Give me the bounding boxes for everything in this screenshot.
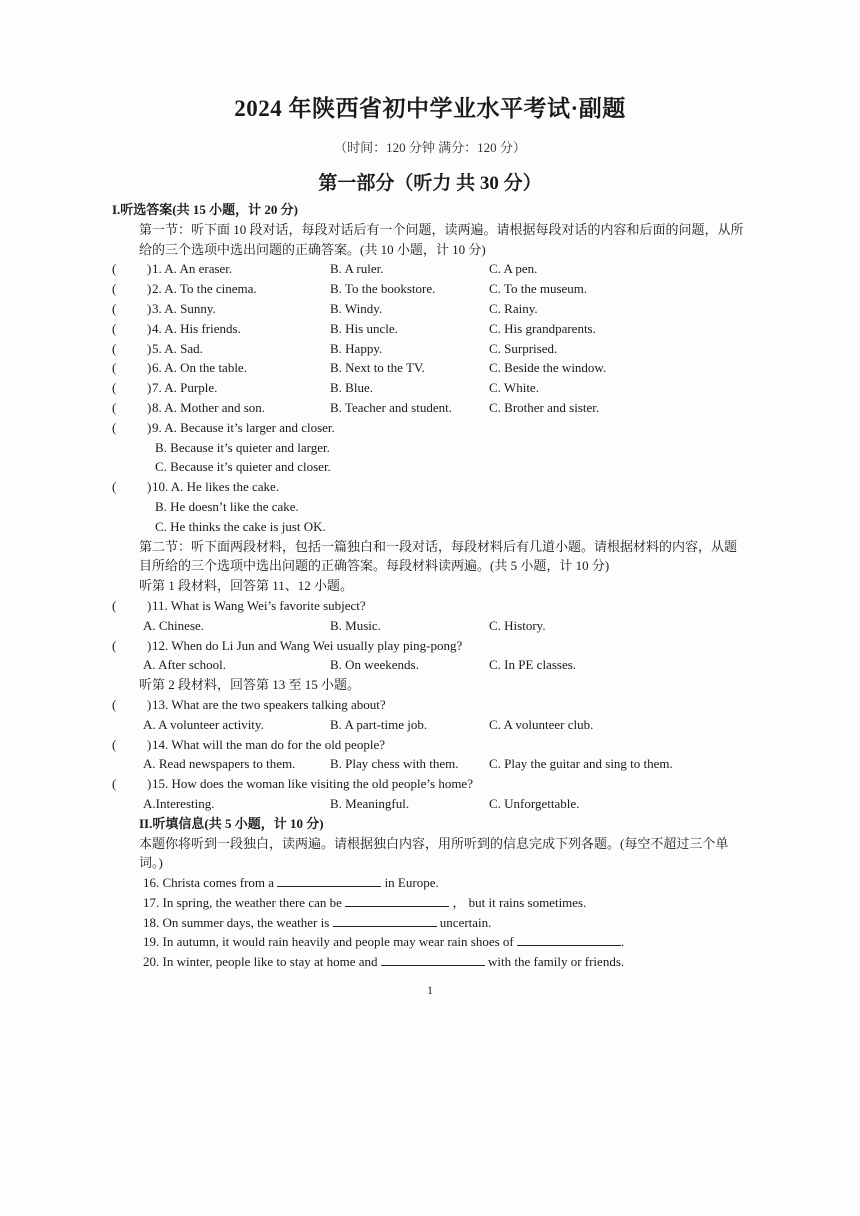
options-row <box>112 715 744 735</box>
answer-paren-left[interactable]: ( <box>112 597 117 613</box>
answer-paren-right: ) <box>147 597 152 613</box>
answer-paren-right: ) <box>147 340 152 356</box>
answer-paren-left[interactable]: ( <box>112 479 117 495</box>
option-b: B. Play chess with them. <box>330 756 459 772</box>
option-a: 8. A. Mother and son. <box>152 399 266 415</box>
options-row <box>112 655 744 675</box>
option-a: 5. A. Sad. <box>152 340 203 356</box>
option-a: 4. A. His friends. <box>152 320 241 336</box>
option-c: C. Beside the window. <box>489 360 607 376</box>
question-stem: 14. What will the man do for the old people? <box>152 736 385 752</box>
question-12 <box>112 636 744 656</box>
option-b: B. A ruler. <box>330 261 384 277</box>
answer-paren-right: ) <box>147 696 152 712</box>
answer-paren-left[interactable]: ( <box>112 696 117 712</box>
sub1-intro <box>112 220 744 260</box>
option-b: B. Happy. <box>330 340 383 356</box>
answer-paren-right: ) <box>147 637 152 653</box>
question-4 <box>112 319 744 339</box>
item-text-after: in Europe. <box>384 875 439 891</box>
answer-paren-left[interactable]: ( <box>112 380 117 396</box>
option-b: B. Windy. <box>330 300 383 316</box>
answer-paren-right: ) <box>147 479 152 495</box>
section2-intro-text: 本题你将听到一段独白，读两遍。请根据独白内容，用所听到的信息完成下列各题。(每空不超过三个单词。) <box>139 835 729 871</box>
fill-item-17 <box>112 893 744 913</box>
answer-paren-right: ) <box>147 281 152 297</box>
fill-item-18 <box>112 913 744 933</box>
option-a: A. After school. <box>143 657 227 673</box>
question-8 <box>112 398 744 418</box>
exam-meta: （时间：120 分钟 满分：120 分） <box>334 140 526 155</box>
option-c: C. Surprised. <box>489 340 558 356</box>
option-a: A. Chinese. <box>143 617 205 633</box>
option-b: B. To the bookstore. <box>330 281 436 297</box>
question-stem: 15. How does the woman like visiting the old people’s home? <box>152 776 473 792</box>
answer-paren-right: ) <box>147 320 152 336</box>
section2-heading: II.听填信息(共 5 小题，计 10 分) <box>139 815 324 831</box>
answer-paren-left[interactable]: ( <box>112 637 117 653</box>
question-15 <box>112 774 744 794</box>
question-7 <box>112 378 744 398</box>
question-5 <box>112 339 744 359</box>
option-c: C. Play the guitar and sing to them. <box>489 756 673 772</box>
option-a: 2. A. To the cinema. <box>152 281 257 297</box>
option-b: B. Because it’s quieter and larger. <box>155 439 330 455</box>
answer-paren-left[interactable]: ( <box>112 340 117 356</box>
option-a: A. Read newspapers to them. <box>143 756 296 772</box>
question-2 <box>112 279 744 299</box>
material-2-label: 听第 2 段材料，回答第 13 至 15 小题。 <box>139 677 361 693</box>
answer-paren-right: ) <box>147 399 152 415</box>
option-a: A.Interesting. <box>143 795 215 811</box>
option-b: B. Teacher and student. <box>330 399 452 415</box>
item-text-before: 19. In autumn, it would rain heavily and people may wear rain shoes of <box>143 934 514 950</box>
answer-blank[interactable] <box>277 873 381 887</box>
option-c: C. White. <box>489 380 539 396</box>
item-text-after: ， but it rains sometimes. <box>452 894 587 910</box>
answer-paren-right: ) <box>147 419 152 435</box>
question-stem: 12. When do Li Jun and Wang Wei usually play ping-pong? <box>152 637 463 653</box>
option-c: C. Brother and sister. <box>489 399 600 415</box>
item-text-after: with the family or friends. <box>488 954 625 970</box>
option-a: 6. A. On the table. <box>152 360 247 376</box>
option-c: C. History. <box>489 617 546 633</box>
option-c: C. In PE classes. <box>489 657 577 673</box>
item-text-before: 18. On summer days, the weather is <box>143 914 330 930</box>
answer-blank[interactable] <box>345 893 449 907</box>
answer-paren-right: ) <box>147 776 152 792</box>
fill-item-16 <box>112 873 744 893</box>
item-text-before: 16. Christa comes from a <box>143 875 275 891</box>
sub2-intro <box>112 537 744 577</box>
answer-paren-left[interactable]: ( <box>112 776 117 792</box>
answer-blank[interactable] <box>381 952 485 966</box>
section1-heading: I.听选答案(共 15 小题，计 20 分) <box>112 202 298 217</box>
option-b: B. Meaningful. <box>330 795 410 811</box>
answer-paren-right: ) <box>147 360 152 376</box>
option-c: C. A volunteer club. <box>489 716 594 732</box>
answer-paren-right: ) <box>147 736 152 752</box>
answer-paren-left[interactable]: ( <box>112 320 117 336</box>
question-10 <box>112 477 744 497</box>
page-number: 1 <box>427 983 433 997</box>
item-text-before: 20. In winter, people like to stay at home and <box>143 954 378 970</box>
option-b: B. Next to the TV. <box>330 360 425 376</box>
item-text-after: uncertain. <box>439 914 492 930</box>
option-c: C. A pen. <box>489 261 538 277</box>
answer-blank[interactable] <box>517 932 621 946</box>
material-1-label: 听第 1 段材料，回答第 11、12 小题。 <box>139 578 354 594</box>
sub2-intro-text: 第二节：听下面两段材料，包括一篇独白和一段对话，每段材料后有几道小题。请根据材料的内容，从题目所给的三个选项中选出问题的正确答案。每段材料读两遍。(共 5 小题，计 10 分) <box>139 538 738 574</box>
fill-item-19 <box>112 932 744 952</box>
question-3 <box>112 299 744 319</box>
question-6 <box>112 358 744 378</box>
answer-paren-right: ) <box>147 261 152 277</box>
item-text-after: . <box>621 934 625 950</box>
answer-paren-left[interactable]: ( <box>112 736 117 752</box>
option-c: C. He thinks the cake is just OK. <box>155 518 326 534</box>
sub1-intro-text: 第一节：听下面 10 段对话，每段对话后有一个问题，读两遍。请根据每段对话的内容和后面的问题，从所给的三个选项中选出问题的正确答案。(共 10 小题，计 10 分) <box>139 221 744 257</box>
option-c: C. Unforgettable. <box>489 795 580 811</box>
question-13 <box>112 695 744 715</box>
part-title: 第一部分（听力 共 30 分） <box>318 173 542 194</box>
answer-paren-left[interactable]: ( <box>112 360 117 376</box>
option-b: B. On weekends. <box>330 657 419 673</box>
answer-paren-left[interactable]: ( <box>112 261 117 277</box>
question-stem: 13. What are the two speakers talking about? <box>152 696 386 712</box>
option-b: B. He doesn’t like the cake. <box>155 498 299 514</box>
question-stem: 11. What is Wang Wei’s favorite subject? <box>152 597 366 613</box>
answer-paren-left[interactable]: ( <box>112 399 117 415</box>
option-a: A. A volunteer activity. <box>143 716 264 732</box>
option-a: 1. A. An eraser. <box>152 261 233 277</box>
option-c: C. To the museum. <box>489 281 588 297</box>
question-9 <box>112 418 744 438</box>
option-c: C. His grandparents. <box>489 320 596 336</box>
fill-item-20 <box>112 952 744 972</box>
answer-paren-left[interactable]: ( <box>112 281 117 297</box>
option-b: B. His uncle. <box>330 320 398 336</box>
question-14 <box>112 735 744 755</box>
option-c: C. Rainy. <box>489 300 538 316</box>
question-1 <box>112 259 744 279</box>
answer-blank[interactable] <box>333 913 437 927</box>
option-a: 3. A. Sunny. <box>152 300 216 316</box>
option-a: 7. A. Purple. <box>152 380 218 396</box>
option-b: B. Blue. <box>330 380 373 396</box>
answer-paren-right: ) <box>147 380 152 396</box>
options-row <box>112 616 744 636</box>
options-row <box>112 754 744 774</box>
item-text-before: 17. In spring, the weather there can be <box>143 894 342 910</box>
exam-content <box>112 200 744 972</box>
answer-paren-right: ) <box>147 300 152 316</box>
option-c: C. Because it’s quieter and closer. <box>155 459 331 475</box>
answer-paren-left[interactable]: ( <box>112 300 117 316</box>
option-a: 10. A. He likes the cake. <box>152 479 280 495</box>
question-11 <box>112 596 744 616</box>
section2-intro <box>112 834 744 874</box>
answer-paren-left[interactable]: ( <box>112 419 117 435</box>
options-row <box>112 794 744 814</box>
exam-title: 2024 年陕西省初中学业水平考试·副题 <box>234 96 626 121</box>
option-b: B. Music. <box>330 617 381 633</box>
option-a: 9. A. Because it’s larger and closer. <box>152 419 335 435</box>
option-b: B. A part-time job. <box>330 716 428 732</box>
